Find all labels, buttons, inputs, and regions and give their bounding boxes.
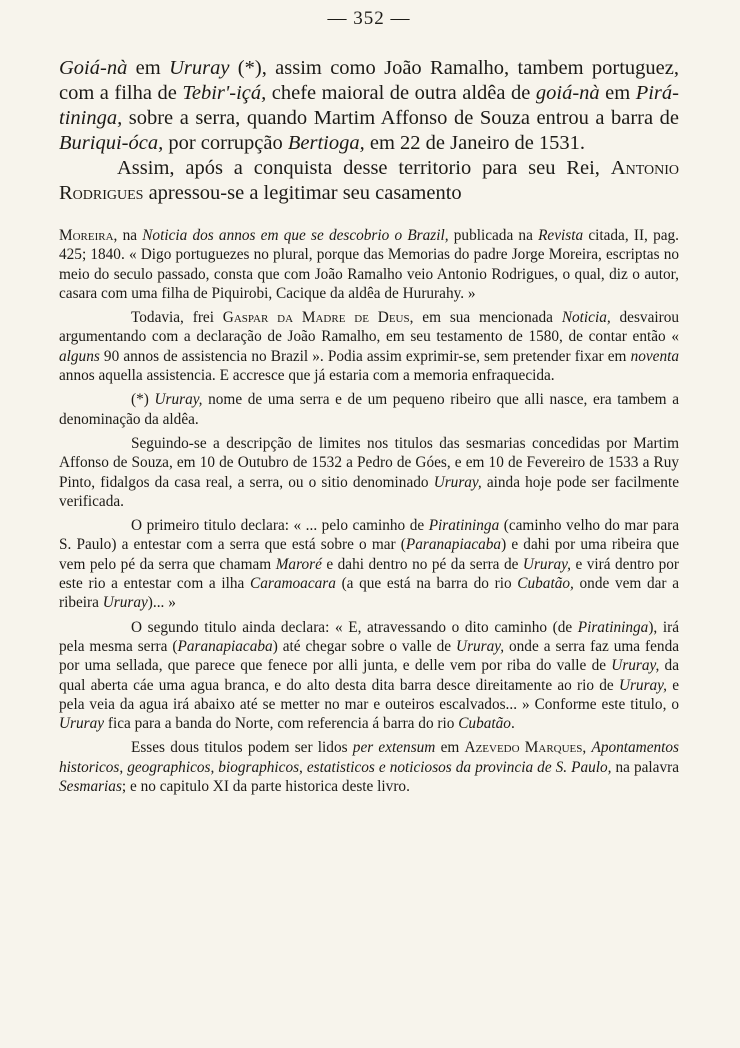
note-italic: Sesmarias [59,778,122,796]
note-italic: Piratininga [577,618,649,636]
note-text-run: annos aquella assistencia. E accresce que já estaria com a memoria enfraquecida. [59,367,555,385]
note-italic: Paranapiacaba [177,637,273,655]
note-italic: Ururay, [522,555,571,573]
main-text-run: chefe maioral de outra aldêa de [266,82,536,104]
note-italic: Ururay, [611,657,660,675]
note-italic: alguns [59,347,100,365]
note-italic: Caramoacara [250,575,336,593]
note-text-run: O primeiro titulo declara: « ... pelo caminho de [131,517,429,535]
note-text-run: e pela veia da agua irá abaixo até se metter no mar e outeiros escalvados... » Conforme este titulo, o [59,676,679,713]
main-text-run: (*), assim como João Ramalho, tambem portuguez, com a filha de [59,57,679,104]
author-name: Antonio Rodrigues [59,157,679,204]
note-text-run: na palavra [611,758,679,776]
note-text-run: (*) [131,391,155,409]
note-italic: Ururay [102,594,148,612]
note-text-run: ainda hoje pode ser facilmente verificada. [59,473,679,510]
note-text-run: ), irá pela mesma serra ( [59,618,679,655]
note-text-run: e dahi dentro no pé da serra de [321,555,523,573]
note-text-run: onde vem dar a ribeira [59,575,679,612]
note-text-run: nome de uma serra e de um pequeno ribeiro que alli nasce, era tambem a denominação da aldêa. [59,391,679,428]
main-text-run: por corrupção [163,132,288,154]
footnote-6 [59,618,679,734]
main-italic: Tebir'-içá, [182,82,267,104]
note-italic: Ururay, [618,676,667,694]
note-italic: Maroré [275,555,322,573]
footnote-asterisk [59,390,679,429]
note-text-run: Todavia, frei [131,309,223,327]
note-italic: Apontamentos historicos, geographicos, biographicos, estatisticos e noticiosos da provincia de S. Paulo, [59,739,679,776]
main-text-run: em [127,57,170,79]
footnote-5 [59,516,679,612]
main-paragraph-1 [59,56,679,156]
note-text-run: ) até chegar sobre o valle de [272,637,457,655]
note-italic: Ururay, [433,473,482,491]
main-italic: goiá-nà [535,82,600,104]
note-italic: Cubatão [458,715,511,733]
note-text-run: , na [113,227,143,244]
note-italic: Cubatão, [517,575,574,593]
note-text-run: citada, II, pag. 425; 1840. « Digo portuguezes no plural, porque das Memorias do padre Jorge Moreira, escriptas no meio do seculo passado, consta que com João Ramalho veio Antonio Rodrigues, o qual, diz o autor, casara com uma filha de Piquirobi, Cacique da aldêa de Hururahy. » [59,227,679,302]
note-text-run: da qual aberta cáe uma agua branca, e do alto desta dita barra desce direitamente ao rio de [59,657,679,694]
author-name: Moreira [59,227,114,244]
page-number: — 352 — [327,8,411,29]
main-text-run: em [599,82,636,104]
note-text-run: (caminho velho do mar para S. Paulo) a entestar com a serra que está sobre o mar ( [59,517,679,554]
footnotes [59,226,679,796]
note-italic: Paranapiacaba [405,536,502,554]
footnote-7 [59,738,679,796]
main-italic: Ururay [169,57,230,79]
note-text-run: , em sua mencionada [409,309,562,327]
note-text-run: e virá dentro por este rio a entestar com a ilha [59,555,680,593]
main-italic: Bertioga, [287,132,365,154]
main-italic: Goiá-nà [59,57,128,79]
note-italic: per extensum [352,739,436,757]
main-text-run: em 22 de Janeiro de 1531. [364,132,586,154]
note-italic: Revista [538,227,584,244]
main-text-run: sobre a serra, quando Martim Affonso de Souza entrou a barra de [122,107,679,129]
note-italic: Ururay, [456,637,505,655]
note-italic: Noticia dos annos em que se descobrio o Brazil, [142,227,449,244]
main-text [59,56,679,206]
note-text-run: fica para a banda do Norte, com referencia á barra do rio [104,715,459,733]
main-text-run: apressou-se a legitimar seu casamento [143,182,462,204]
main-paragraph-2 [59,156,679,206]
footnote-1 [59,226,679,303]
note-text-run: ) e dahi por uma ribeira que vem pelo pé da serra que chamam [59,536,679,573]
note-text-run: )... » [147,594,176,612]
note-text-run: , [582,739,592,757]
note-italic: Ururay [59,715,105,733]
main-italic: Pirá-tininga, [59,82,679,129]
author-name: Gaspar da Madre de Deus [222,309,410,327]
note-text-run: Seguindo-se a descripção de limites nos titulos das sesmarias concedidas por Martim Affonso de Souza, em 10 de Outubro de 1532 a Pedro de Góes, e em 10 de Fevereiro de 1533 a Ruy Pinto, fidalgos da casa real, a serra, ou o sitio denominado [59,434,679,491]
note-italic: Ururay, [154,391,203,409]
note-italic: Piratininga [428,517,500,535]
note-italic: Noticia, [561,309,611,327]
note-text-run: 90 annos de assistencia no Brazil ». Podia assim exprimir-se, sem pretender fixar em [99,347,631,365]
note-text-run: desvairou argumentando com a declaração de João Ramalho, em seu testamento de 1580, de contar então « [59,309,680,346]
note-text-run: ; e no capitulo XI da parte historica deste livro. [121,778,410,796]
footnote-2 [59,308,679,385]
note-italic: noventa [630,347,679,365]
note-text-run: em [435,739,465,757]
note-text-run: O segundo titulo ainda declara: « E, atravessando o dito caminho (de [131,618,578,636]
footnote-4 [59,434,679,511]
note-text-run: onde a serra faz uma fenda por uma sellada, que parece que fenece por alli junta, e delle vem por riba do valle de [59,637,680,675]
note-text-run: (a que está na barra do rio [335,575,518,593]
note-text-run: publicada na [448,227,539,244]
main-text-run: Assim, após a conquista desse territorio para seu Rei, [117,157,611,179]
author-name: Azevedo Marques [464,739,583,757]
note-text-run: Esses dous titulos podem ser lidos [131,739,353,757]
note-text-run: . [510,715,515,733]
main-italic: Buriqui-óca, [59,132,164,154]
